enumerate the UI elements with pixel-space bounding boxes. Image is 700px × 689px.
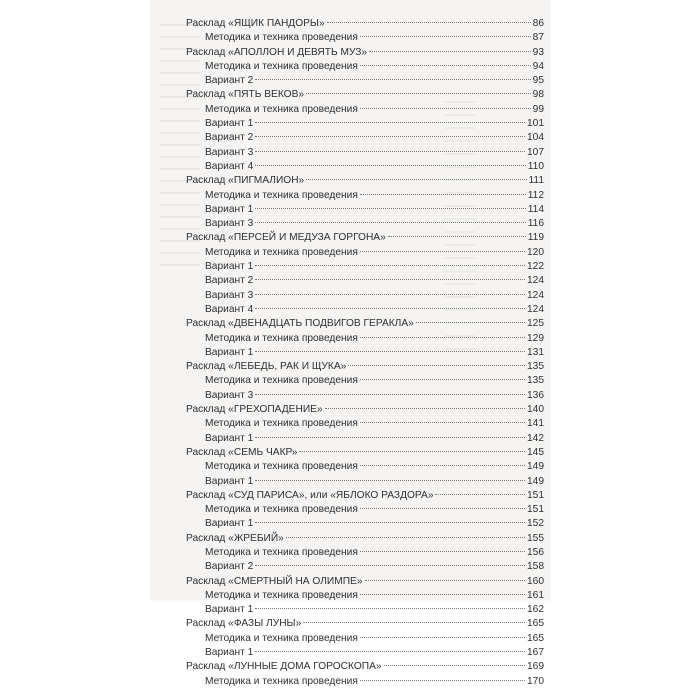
toc-entry-page-number: 93 xyxy=(532,46,544,58)
toc-entry-page-number: 125 xyxy=(527,318,544,330)
toc-entry-title: Вариант 1 xyxy=(205,346,254,358)
toc-entry-page-number: 140 xyxy=(527,404,544,416)
toc-entry-layout xyxy=(186,532,544,546)
toc-entry-page-number: 155 xyxy=(527,532,544,544)
dot-leader xyxy=(255,480,525,481)
toc-entry-title: Методика и техника проведения xyxy=(205,632,358,644)
toc-entry-page-number: 98 xyxy=(532,89,544,101)
toc-entry-title: Вариант 4 xyxy=(205,160,254,172)
toc-entry-title: Вариант 1 xyxy=(205,475,254,487)
toc-entry-title: Вариант 3 xyxy=(205,389,254,401)
dot-leader xyxy=(255,122,525,123)
toc-entry-page-number: 156 xyxy=(527,546,544,558)
toc-entry-subsection xyxy=(186,332,544,346)
toc-entry-title: Вариант 3 xyxy=(205,146,254,158)
toc-entry-page-number: 161 xyxy=(527,589,544,601)
toc-entry-page-number: 135 xyxy=(527,375,544,387)
dot-leader xyxy=(360,337,525,338)
toc-entry-layout xyxy=(186,317,544,331)
dot-leader xyxy=(360,251,525,252)
toc-entry-page-number: 167 xyxy=(527,647,544,659)
dot-leader xyxy=(255,79,530,80)
toc-entry-page-number: 87 xyxy=(532,32,544,44)
toc-entry-layout xyxy=(186,46,544,60)
toc-entry-title: Расклад «ФАЗЫ ЛУНЫ» xyxy=(186,618,302,630)
toc-entry-subsection xyxy=(186,217,544,231)
toc-entry-title: Вариант 1 xyxy=(205,432,254,444)
toc-entry-title: Вариант 1 xyxy=(205,261,254,273)
dot-leader xyxy=(369,51,531,52)
dot-leader xyxy=(306,179,526,180)
toc-entry-page-number: 165 xyxy=(527,632,544,644)
toc-entry-title: Методика и техника проведения xyxy=(205,675,358,687)
dot-leader xyxy=(360,36,531,37)
toc-entry-title: Расклад «СУД ПАРИСА», или «ЯБЛОКО РАЗДОРА» xyxy=(186,489,434,501)
dot-leader xyxy=(360,680,525,681)
toc-entry-title: Методика и техника проведения xyxy=(205,189,358,201)
toc-entry-page-number: 152 xyxy=(527,518,544,530)
toc-entry-subsection xyxy=(186,374,544,388)
dot-leader xyxy=(360,465,525,466)
toc-entry-subsection xyxy=(186,432,544,446)
toc-entry-title: Расклад «ЯЩИК ПАНДОРЫ» xyxy=(186,18,325,29)
toc-entry-title: Вариант 2 xyxy=(205,75,254,87)
toc-entry-subsection xyxy=(186,603,544,617)
toc-entry-page-number: 110 xyxy=(527,160,544,172)
toc-entry-title: Методика и техника проведения xyxy=(205,332,358,344)
toc-entry-subsection xyxy=(186,303,544,317)
toc-entry-title: Вариант 1 xyxy=(205,647,254,659)
toc-entry-page-number: 124 xyxy=(527,275,544,287)
toc-entry-subsection xyxy=(186,460,544,474)
dot-leader xyxy=(255,222,525,223)
toc-entry-title: Методика и техника проведения xyxy=(205,589,358,601)
toc-entry-layout xyxy=(186,17,544,31)
dot-leader xyxy=(255,279,525,280)
dot-leader xyxy=(255,165,525,166)
toc-entry-page-number: 95 xyxy=(532,75,544,87)
dot-leader xyxy=(360,65,531,66)
toc-entry-title: Расклад «ПЯТЬ ВЕКОВ» xyxy=(186,89,305,101)
toc-entry-subsection xyxy=(186,289,544,303)
toc-entry-layout xyxy=(186,88,544,102)
toc-entry-title: Вариант 1 xyxy=(205,203,254,215)
toc-entry-subsection xyxy=(186,417,544,431)
toc-entry-layout xyxy=(186,174,544,188)
toc-entry-title: Вариант 4 xyxy=(205,303,254,315)
dot-leader xyxy=(360,422,525,423)
toc-entry-page-number: 151 xyxy=(527,489,544,501)
toc-entry-title: Вариант 3 xyxy=(205,218,254,230)
dot-leader xyxy=(255,294,525,295)
toc-entry-page-number: 131 xyxy=(527,346,544,358)
toc-entry-page-number: 122 xyxy=(527,261,544,273)
dot-leader xyxy=(325,408,525,409)
toc-entry-page-number: 169 xyxy=(527,661,544,673)
toc-entry-subsection xyxy=(186,160,544,174)
toc-entry-page-number: 104 xyxy=(527,132,544,144)
toc-entry-title: Методика и техника проведения xyxy=(205,461,358,473)
toc-entry-page-number: 145 xyxy=(527,446,544,458)
toc-entry-page-number: 124 xyxy=(527,303,544,315)
toc-entry-page-number: 86 xyxy=(532,18,544,29)
toc-entry-page-number: 99 xyxy=(532,103,544,115)
toc-entry-subsection xyxy=(186,675,544,689)
dot-leader xyxy=(255,651,525,652)
toc-entry-page-number: 135 xyxy=(527,361,544,373)
toc-entry-subsection xyxy=(186,74,544,88)
toc-entry-title: Расклад «ПЕРСЕЙ И МЕДУЗА ГОРГОНА» xyxy=(186,232,386,244)
dot-leader xyxy=(303,622,525,623)
toc-entry-title: Методика и техника проведения xyxy=(205,246,358,258)
toc-entry-page-number: 160 xyxy=(527,575,544,587)
dot-leader xyxy=(255,522,525,523)
dot-leader xyxy=(360,379,525,380)
toc-entry-subsection xyxy=(186,131,544,145)
dot-leader xyxy=(388,236,526,237)
toc-entry-subsection xyxy=(186,560,544,574)
toc-entry-subsection xyxy=(186,546,544,560)
toc-entry-title: Вариант 1 xyxy=(205,118,254,130)
toc-entry-title: Методика и техника проведения xyxy=(205,504,358,516)
toc-entry-page-number: 94 xyxy=(532,60,544,72)
toc-entry-page-number: 170 xyxy=(527,675,544,687)
toc-entry-page-number: 165 xyxy=(527,618,544,630)
toc-entry-title: Расклад «ЛУННЫЕ ДОМА ГОРОСКОПА» xyxy=(186,661,382,673)
toc-entry-page-number: 112 xyxy=(527,189,544,201)
toc-entry-title: Методика и техника проведения xyxy=(205,32,358,44)
toc-entry-subsection xyxy=(186,103,544,117)
toc-entry-title: Методика и техника проведения xyxy=(205,546,358,558)
toc-entry-page-number: 111 xyxy=(528,175,544,187)
toc-entry-title: Методика и техника проведения xyxy=(205,418,358,430)
dot-leader xyxy=(255,394,525,395)
dot-leader xyxy=(255,308,525,309)
toc-entry-subsection xyxy=(186,189,544,203)
toc-entry-title: Расклад «ДВЕНАДЦАТЬ ПОДВИГОВ ГЕРАКЛА» xyxy=(186,318,414,330)
dot-leader xyxy=(255,151,525,152)
toc-entry-title: Расклад «ЖРЕБИЙ» xyxy=(186,532,284,544)
dot-leader xyxy=(255,136,525,137)
toc-entry-subsection xyxy=(186,632,544,646)
toc-entry-page-number: 116 xyxy=(527,218,544,230)
dot-leader xyxy=(299,451,525,452)
toc-entry-title: Методика и техника проведения xyxy=(205,375,358,387)
toc-entry-page-number: 120 xyxy=(527,246,544,258)
toc-entry-page-number: 114 xyxy=(527,203,544,215)
toc-entry-title: Вариант 2 xyxy=(205,132,254,144)
toc-entry-title: Вариант 1 xyxy=(205,518,254,530)
dot-leader xyxy=(255,351,525,352)
toc-entry-layout xyxy=(186,446,544,460)
toc-entry-title: Расклад «АПОЛЛОН И ДЕВЯТЬ МУЗ» xyxy=(186,46,368,58)
toc-entry-layout xyxy=(186,231,544,245)
dot-leader xyxy=(348,365,525,366)
toc-entry-subsection xyxy=(186,203,544,217)
toc-entry-page-number: 141 xyxy=(527,418,544,430)
toc-entry-title: Методика и техника проведения xyxy=(205,60,358,72)
toc-entry-title: Вариант 2 xyxy=(205,561,254,573)
toc-entry-page-number: 149 xyxy=(527,461,544,473)
toc-entry-layout xyxy=(186,575,544,589)
toc-entry-title: Методика и техника проведения xyxy=(205,103,358,115)
dot-leader xyxy=(255,437,525,438)
toc-entry-page-number: 101 xyxy=(527,118,544,130)
toc-entry-title: Расклад «ПИГМАЛИОН» xyxy=(186,175,305,187)
dot-leader xyxy=(327,22,531,23)
dot-leader xyxy=(360,108,531,109)
toc-entry-page-number: 162 xyxy=(527,604,544,616)
toc-entry-subsection xyxy=(186,503,544,517)
dot-leader xyxy=(360,637,525,638)
toc-entry-page-number: 107 xyxy=(527,146,544,158)
toc-entry-page-number: 158 xyxy=(527,561,544,573)
toc-entry-subsection xyxy=(186,475,544,489)
dot-leader xyxy=(360,508,525,509)
toc-entry-page-number: 124 xyxy=(527,289,544,301)
toc-entry-title: Вариант 1 xyxy=(205,604,254,616)
toc-entry-subsection xyxy=(186,60,544,74)
toc-entry-layout xyxy=(186,617,544,631)
toc-entry-page-number: 151 xyxy=(527,504,544,516)
toc-entry-title: Вариант 3 xyxy=(205,289,254,301)
toc-entry-page-number: 119 xyxy=(527,232,544,244)
dot-leader xyxy=(416,322,525,323)
toc-entry-subsection xyxy=(186,117,544,131)
dot-leader xyxy=(435,494,525,495)
dot-leader xyxy=(384,665,525,666)
toc-entry-title: Расклад «СМЕРТНЫЙ НА ОЛИМПЕ» xyxy=(186,575,363,587)
toc-entry-subsection xyxy=(186,517,544,531)
dot-leader xyxy=(255,265,525,266)
toc-entry-layout xyxy=(186,660,544,674)
toc-entry-subsection xyxy=(186,346,544,360)
toc-entry-layout xyxy=(186,489,544,503)
toc-entry-title: Расклад «СЕМЬ ЧАКР» xyxy=(186,446,298,458)
dot-leader xyxy=(255,608,525,609)
toc-entry-subsection xyxy=(186,646,544,660)
toc-entry-subsection xyxy=(186,274,544,288)
toc-entry-page-number: 129 xyxy=(527,332,544,344)
dot-leader xyxy=(255,565,525,566)
toc-entry-subsection xyxy=(186,589,544,603)
dot-leader xyxy=(365,580,525,581)
toc-entry-subsection xyxy=(186,389,544,403)
toc-entry-subsection xyxy=(186,146,544,160)
toc-entry-title: Вариант 2 xyxy=(205,275,254,287)
toc-entry-page-number: 149 xyxy=(527,475,544,487)
toc-entry-layout xyxy=(186,360,544,374)
table-of-contents xyxy=(186,17,544,689)
toc-entry-subsection xyxy=(186,246,544,260)
toc-entry-title: Расклад «ГРЕХОПАДЕНИЕ» xyxy=(186,404,323,416)
toc-entry-subsection xyxy=(186,260,544,274)
dot-leader xyxy=(255,208,525,209)
toc-entry-page-number: 136 xyxy=(527,389,544,401)
dot-leader xyxy=(286,537,525,538)
dot-leader xyxy=(360,551,525,552)
toc-entry-subsection xyxy=(186,31,544,45)
toc-entry-layout xyxy=(186,403,544,417)
dot-leader xyxy=(360,194,526,195)
toc-entry-title: Расклад «ЛЕБЕДЬ, РАК И ЩУКА» xyxy=(186,361,347,373)
toc-entry-page-number: 142 xyxy=(527,432,544,444)
dot-leader xyxy=(306,93,531,94)
dot-leader xyxy=(360,594,525,595)
